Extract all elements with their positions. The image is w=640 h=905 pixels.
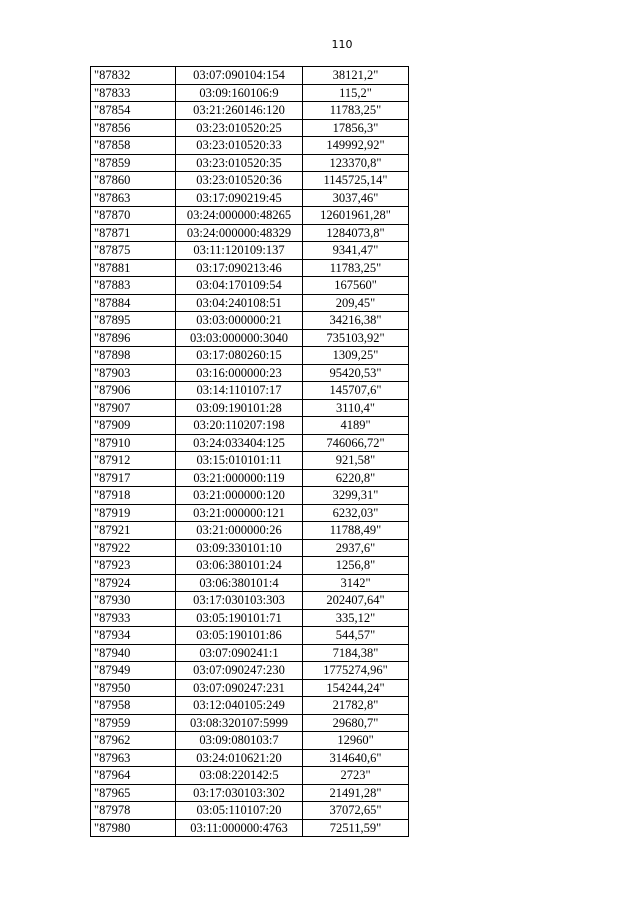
- value-cell: 21491,28": [303, 784, 409, 802]
- table-row: [91, 452, 409, 470]
- table-row: [91, 539, 409, 557]
- cadastral-number-cell: 03:21:000000:26: [176, 522, 303, 540]
- row-id-cell: "87965: [91, 784, 176, 802]
- cadastral-number-cell: 03:07:090247:230: [176, 662, 303, 680]
- cadastral-number-cell: 03:04:240108:51: [176, 294, 303, 312]
- table-row: [91, 522, 409, 540]
- cadastral-number-cell: 03:05:190101:86: [176, 627, 303, 645]
- cadastral-number-cell: 03:03:000000:3040: [176, 329, 303, 347]
- cadastral-number-cell: 03:20:110207:198: [176, 417, 303, 435]
- row-id-cell: "87933: [91, 609, 176, 627]
- cadastral-number-cell: 03:09:160106:9: [176, 84, 303, 102]
- table-row: [91, 137, 409, 155]
- row-id-cell: "87949: [91, 662, 176, 680]
- table-row: [91, 487, 409, 505]
- cadastral-number-cell: 03:23:010520:35: [176, 154, 303, 172]
- value-cell: 314640,6": [303, 749, 409, 767]
- table-row: [91, 102, 409, 120]
- table-row: [91, 557, 409, 575]
- row-id-cell: "87922: [91, 539, 176, 557]
- cadastral-number-cell: 03:06:380101:24: [176, 557, 303, 575]
- cadastral-number-cell: 03:17:030103:303: [176, 592, 303, 610]
- row-id-cell: "87917: [91, 469, 176, 487]
- table-row: [91, 364, 409, 382]
- value-cell: 6232,03": [303, 504, 409, 522]
- value-cell: 2937,6": [303, 539, 409, 557]
- row-id-cell: "87934: [91, 627, 176, 645]
- table-row: [91, 819, 409, 837]
- table-row: [91, 434, 409, 452]
- value-cell: 11783,25": [303, 102, 409, 120]
- data-table: [90, 66, 409, 837]
- row-id-cell: "87859: [91, 154, 176, 172]
- value-cell: 6220,8": [303, 469, 409, 487]
- row-id-cell: "87895: [91, 312, 176, 330]
- row-id-cell: "87909: [91, 417, 176, 435]
- table-row: [91, 504, 409, 522]
- table-row: [91, 242, 409, 260]
- table-row: [91, 662, 409, 680]
- table-row: [91, 207, 409, 225]
- cadastral-number-cell: 03:21:000000:119: [176, 469, 303, 487]
- row-id-cell: "87883: [91, 277, 176, 295]
- cadastral-number-cell: 03:06:380101:4: [176, 574, 303, 592]
- value-cell: 735103,92": [303, 329, 409, 347]
- value-cell: 7184,38": [303, 644, 409, 662]
- table-row: [91, 67, 409, 85]
- table-row: [91, 609, 409, 627]
- cadastral-number-cell: 03:23:010520:33: [176, 137, 303, 155]
- table-row: [91, 399, 409, 417]
- cadastral-number-cell: 03:23:010520:36: [176, 172, 303, 190]
- value-cell: 34216,38": [303, 312, 409, 330]
- row-id-cell: "87959: [91, 714, 176, 732]
- row-id-cell: "87980: [91, 819, 176, 837]
- cadastral-number-cell: 03:11:120109:137: [176, 242, 303, 260]
- value-cell: 167560": [303, 277, 409, 295]
- row-id-cell: "87958: [91, 697, 176, 715]
- cadastral-number-cell: 03:08:320107:5999: [176, 714, 303, 732]
- cadastral-number-cell: 03:09:080103:7: [176, 732, 303, 750]
- row-id-cell: "87919: [91, 504, 176, 522]
- table-row: [91, 84, 409, 102]
- table-row: [91, 312, 409, 330]
- table-row: [91, 224, 409, 242]
- cadastral-number-cell: 03:21:260146:120: [176, 102, 303, 120]
- table-row: [91, 329, 409, 347]
- row-id-cell: "87870: [91, 207, 176, 225]
- cadastral-number-cell: 03:24:010621:20: [176, 749, 303, 767]
- value-cell: 3299,31": [303, 487, 409, 505]
- table-row: [91, 679, 409, 697]
- cadastral-number-cell: 03:23:010520:25: [176, 119, 303, 137]
- cadastral-number-cell: 03:14:110107:17: [176, 382, 303, 400]
- cadastral-number-cell: 03:21:000000:120: [176, 487, 303, 505]
- table-row: [91, 294, 409, 312]
- value-cell: 21782,8": [303, 697, 409, 715]
- value-cell: 3110,4": [303, 399, 409, 417]
- value-cell: 1256,8": [303, 557, 409, 575]
- value-cell: 12960": [303, 732, 409, 750]
- row-id-cell: "87930: [91, 592, 176, 610]
- cadastral-number-cell: 03:24:000000:48329: [176, 224, 303, 242]
- value-cell: 3037,46": [303, 189, 409, 207]
- row-id-cell: "87918: [91, 487, 176, 505]
- value-cell: 95420,53": [303, 364, 409, 382]
- cadastral-number-cell: 03:21:000000:121: [176, 504, 303, 522]
- row-id-cell: "87833: [91, 84, 176, 102]
- cadastral-number-cell: 03:15:010101:11: [176, 452, 303, 470]
- cadastral-number-cell: 03:17:030103:302: [176, 784, 303, 802]
- table-row: [91, 347, 409, 365]
- row-id-cell: "87863: [91, 189, 176, 207]
- table-row: [91, 802, 409, 820]
- cadastral-number-cell: 03:09:330101:10: [176, 539, 303, 557]
- table-row: [91, 697, 409, 715]
- cadastral-number-cell: 03:07:090241:1: [176, 644, 303, 662]
- table-row: [91, 732, 409, 750]
- table-row: [91, 469, 409, 487]
- value-cell: 746066,72": [303, 434, 409, 452]
- table-row: [91, 784, 409, 802]
- value-cell: 29680,7": [303, 714, 409, 732]
- value-cell: 1775274,96": [303, 662, 409, 680]
- table-row: [91, 627, 409, 645]
- table-row: [91, 417, 409, 435]
- cadastral-number-cell: 03:07:090247:231: [176, 679, 303, 697]
- row-id-cell: "87907: [91, 399, 176, 417]
- value-cell: 11788,49": [303, 522, 409, 540]
- cadastral-number-cell: 03:05:190101:71: [176, 609, 303, 627]
- table-row: [91, 574, 409, 592]
- value-cell: 209,45": [303, 294, 409, 312]
- value-cell: 145707,6": [303, 382, 409, 400]
- row-id-cell: "87854: [91, 102, 176, 120]
- value-cell: 921,58": [303, 452, 409, 470]
- row-id-cell: "87896: [91, 329, 176, 347]
- row-id-cell: "87906: [91, 382, 176, 400]
- cadastral-number-cell: 03:11:000000:4763: [176, 819, 303, 837]
- value-cell: 123370,8": [303, 154, 409, 172]
- value-cell: 11783,25": [303, 259, 409, 277]
- cadastral-number-cell: 03:24:000000:48265: [176, 207, 303, 225]
- row-id-cell: "87940: [91, 644, 176, 662]
- value-cell: 9341,47": [303, 242, 409, 260]
- table-row: [91, 767, 409, 785]
- value-cell: 37072,65": [303, 802, 409, 820]
- table-row: [91, 172, 409, 190]
- value-cell: 38121,2": [303, 67, 409, 85]
- row-id-cell: "87858: [91, 137, 176, 155]
- row-id-cell: "87856: [91, 119, 176, 137]
- cadastral-number-cell: 03:05:110107:20: [176, 802, 303, 820]
- cadastral-number-cell: 03:17:090213:46: [176, 259, 303, 277]
- table-row: [91, 382, 409, 400]
- value-cell: 2723": [303, 767, 409, 785]
- cadastral-number-cell: 03:04:170109:54: [176, 277, 303, 295]
- row-id-cell: "87860: [91, 172, 176, 190]
- row-id-cell: "87881: [91, 259, 176, 277]
- table-row: [91, 154, 409, 172]
- row-id-cell: "87875: [91, 242, 176, 260]
- cadastral-number-cell: 03:09:190101:28: [176, 399, 303, 417]
- row-id-cell: "87903: [91, 364, 176, 382]
- row-id-cell: "87964: [91, 767, 176, 785]
- cadastral-number-cell: 03:07:090104:154: [176, 67, 303, 85]
- table-row: [91, 277, 409, 295]
- row-id-cell: "87962: [91, 732, 176, 750]
- row-id-cell: "87950: [91, 679, 176, 697]
- cadastral-number-cell: 03:17:080260:15: [176, 347, 303, 365]
- value-cell: 3142": [303, 574, 409, 592]
- value-cell: 115,2": [303, 84, 409, 102]
- table-row: [91, 749, 409, 767]
- value-cell: 1284073,8": [303, 224, 409, 242]
- table-row: [91, 189, 409, 207]
- cadastral-number-cell: 03:08:220142:5: [176, 767, 303, 785]
- value-cell: 149992,92": [303, 137, 409, 155]
- row-id-cell: "87924: [91, 574, 176, 592]
- table-row: [91, 592, 409, 610]
- row-id-cell: "87910: [91, 434, 176, 452]
- cadastral-number-cell: 03:12:040105:249: [176, 697, 303, 715]
- cadastral-number-cell: 03:16:000000:23: [176, 364, 303, 382]
- value-cell: 72511,59": [303, 819, 409, 837]
- value-cell: 154244,24": [303, 679, 409, 697]
- table-body: [91, 67, 409, 837]
- value-cell: 12601961,28": [303, 207, 409, 225]
- table-row: [91, 119, 409, 137]
- page-number: 110: [331, 38, 353, 51]
- value-cell: 4189": [303, 417, 409, 435]
- row-id-cell: "87923: [91, 557, 176, 575]
- value-cell: 1145725,14": [303, 172, 409, 190]
- row-id-cell: "87884: [91, 294, 176, 312]
- value-cell: 202407,64": [303, 592, 409, 610]
- table-row: [91, 714, 409, 732]
- cadastral-number-cell: 03:24:033404:125: [176, 434, 303, 452]
- row-id-cell: "87978: [91, 802, 176, 820]
- row-id-cell: "87898: [91, 347, 176, 365]
- value-cell: 544,57": [303, 627, 409, 645]
- value-cell: 335,12": [303, 609, 409, 627]
- row-id-cell: "87912: [91, 452, 176, 470]
- table-row: [91, 259, 409, 277]
- row-id-cell: "87871: [91, 224, 176, 242]
- cadastral-number-cell: 03:17:090219:45: [176, 189, 303, 207]
- row-id-cell: "87921: [91, 522, 176, 540]
- table-row: [91, 644, 409, 662]
- row-id-cell: "87963: [91, 749, 176, 767]
- value-cell: 1309,25": [303, 347, 409, 365]
- value-cell: 17856,3": [303, 119, 409, 137]
- cadastral-number-cell: 03:03:000000:21: [176, 312, 303, 330]
- row-id-cell: "87832: [91, 67, 176, 85]
